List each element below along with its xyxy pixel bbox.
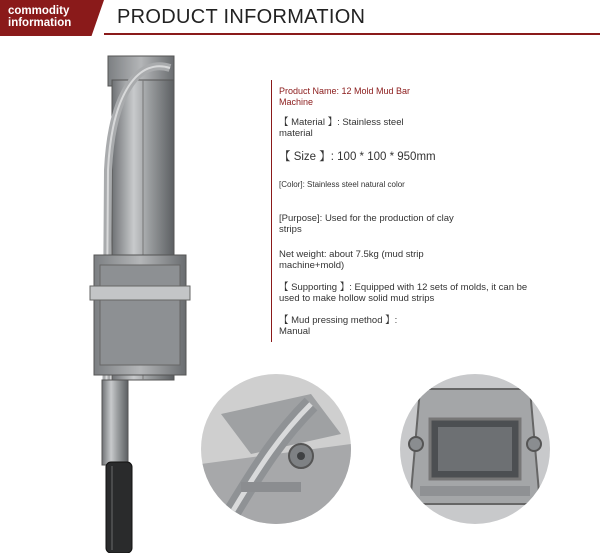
info-divider: [271, 80, 272, 342]
material-spec: 【 Material 】: Stainless steel material: [279, 117, 404, 139]
page-title: PRODUCT INFORMATION: [117, 6, 366, 28]
size-spec: 【 Size 】: 100 * 100 * 950mm: [279, 151, 436, 163]
color-spec: [Color]: Stainless steel natural color: [279, 180, 405, 189]
header-tab-line2: information: [8, 17, 72, 29]
handle-joint-detail-image: [201, 374, 351, 524]
product-name: Product Name: 12 Mold Mud Bar Machine: [279, 86, 411, 107]
pressing-method-spec: 【 Mud pressing method 】: Manual: [279, 315, 398, 337]
header-divider: [104, 33, 600, 35]
header-tab-label: [8, 5, 71, 29]
mold-box-detail-image: [400, 374, 550, 524]
mud-bar-machine-image: [60, 50, 220, 553]
supporting-spec: 【 Supporting 】: Equipped with 12 sets of molds, it can be used to make hollow solid mud strips: [279, 282, 528, 304]
header-tab-line1: commodity: [8, 5, 70, 17]
net-weight-spec: Net weight: about 7.5kg (mud strip machine+mold): [279, 249, 424, 271]
purpose-spec: [Purpose]: Used for the production of clay strips: [279, 213, 454, 235]
header-bar: [0, 0, 600, 36]
